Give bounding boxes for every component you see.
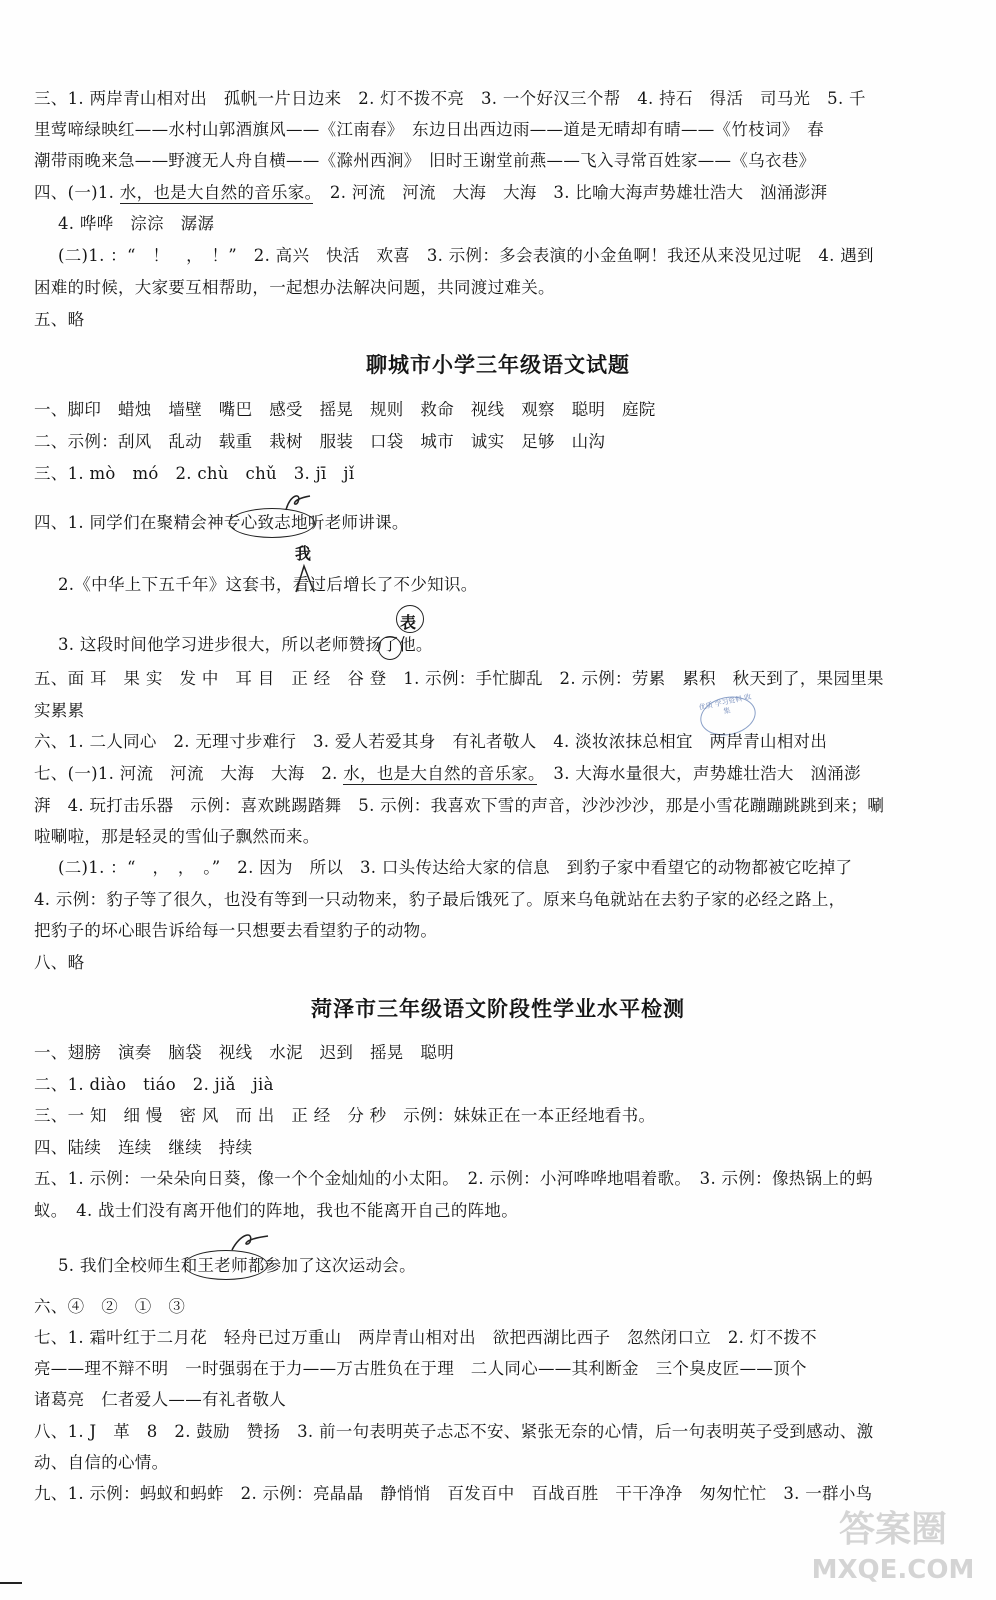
s1-line-1: 三、1. 两岸青山相对出 孤帆一片日边来 2. 灯不拨不亮 3. 一个好汉三个帮 4. 持石 得活 司马光 5. 千 xyxy=(34,89,866,108)
s2-circled-phrase: 专心致志 xyxy=(223,513,292,532)
wrong-character-circle xyxy=(378,636,402,660)
s3-line-12: 八、1. J 革 8 2. 鼓励 赞扬 3. 前一句表明英子忐忑不安、紧张无奈的心情，后一句表明英子受到感动、激 xyxy=(34,1422,874,1441)
proofread-loop-mark-2 xyxy=(228,1228,272,1254)
s2-line-5: 2.《中华上下五千年》这套书，看过后增长了不少知识。 xyxy=(58,575,478,594)
s2-line-10 xyxy=(34,763,861,785)
s2-line-6-a: 3. 这段时间他学习进步很大，所以老师 xyxy=(58,635,349,654)
s2-line-9: 六、1. 二人同心 2. 无理寸步难行 3. 爱人若爱其身 有礼者敬人 4. 淡妆浓抹总相宜 两岸青山相对出 xyxy=(34,732,828,751)
s2-line-4-b: 地听老师讲课。 xyxy=(291,513,409,532)
s3-line-5: 五、1. 示例：一朵朵向日葵，像一个个金灿灿的小太阳。 2. 示例：小河哗哗地唱着歌。 3. 示例：像热锅上的蚂 xyxy=(34,1169,873,1188)
proofread-circle-mark-2 xyxy=(184,1250,268,1280)
proofread-loop-mark xyxy=(280,490,316,514)
s3-line-7-a: 5. 我们全校师生 xyxy=(58,1256,181,1275)
s2-line-7: 五、面 耳 果 实 发 中 耳 目 正 经 谷 登 1. 示例：手忙脚乱 2. 示例：劳累 累积 秋天到了，果园里果 xyxy=(34,669,884,688)
s2-line-15: 把豹子的坏心眼告诉给每一只想要去看望豹子的动物。 xyxy=(34,921,438,940)
stamp-seal: 优质 学习资料 收集 xyxy=(697,692,760,741)
s2-line-4 xyxy=(34,512,409,534)
s1-line-4-b: 2. 河流 河流 大海 大海 3. 比喻大海声势雄壮浩大 汹涌澎湃 xyxy=(313,183,828,202)
s2-line-6-b: 扬了他。 xyxy=(365,635,433,654)
s2-corrected-character: 赞 xyxy=(348,635,366,654)
s3-line-3: 三、一 知 细 慢 密 风 而 出 正 经 分 秒 示例：妹妹正在一本正经地看书。 xyxy=(34,1106,656,1125)
s3-line-1: 一、翅膀 演奏 脑袋 视线 水泥 迟到 摇晃 聪明 xyxy=(34,1043,454,1062)
s2-line-16: 八、略 xyxy=(34,953,85,972)
section-title-heze: 菏泽市三年级语文阶段性学业水平检测 xyxy=(311,997,685,1021)
insertion-caret-mark xyxy=(292,562,318,596)
page-edge-mark xyxy=(0,1582,22,1584)
s2-line-13: (二)1. ：“ ， ， 。” 2. 因为 所以 3. 口头传达给大家的信息 到豹子家中看望它的动物都被它吃掉了 xyxy=(58,858,853,877)
s1-line-3: 潮带雨晚来急——野渡无人舟自横——《滁州西涧》 旧时王谢堂前燕——飞入寻常百姓家——《乌衣巷》 xyxy=(34,151,816,170)
s3-circled-phrase: 和王老师 xyxy=(180,1256,248,1275)
s3-line-11: 诸葛亮 仁者爱人——有礼者敬人 xyxy=(34,1390,286,1409)
s2-line-4-a: 四、1. 同学们在聚精会神 xyxy=(34,513,224,532)
watermark-line-2: MXQE.COM xyxy=(811,1555,975,1585)
s2-line-8: 实累累 xyxy=(34,701,85,720)
s1-line-6: (二)1. ：“ ！ ， ！” 2. 高兴 快活 欢喜 3. 示例：多会表演的小金鱼啊！我还从来没见过呢 4. 遇到 xyxy=(58,246,874,265)
s2-line-6 xyxy=(58,634,433,656)
s3-line-6: 蚁。 4. 战士们没有离开他们的阵地，我也不能离开自己的阵地。 xyxy=(34,1201,519,1220)
inserted-character: 我 xyxy=(295,544,312,563)
s2-line-10-b: 3. 大海水量很大，声势雄壮浩大 汹涌澎 xyxy=(536,764,861,783)
s1-line-7: 困难的时候，大家要互相帮助，一起想办法解决问题，共同渡过难关。 xyxy=(34,278,555,297)
s1-line-2: 里莺啼绿映红——水村山郭酒旗风——《江南春》 东边日出西边雨——道是无晴却有晴——《竹枝词》 春 xyxy=(34,120,824,139)
s2-underlined-answer: 水，也是大自然的音乐家。 xyxy=(343,764,537,783)
s2-line-10-a: 七、(一)1. 河流 河流 大海 大海 2. xyxy=(34,764,344,783)
s3-line-9: 七、1. 霜叶红于二月花 轻舟已过万重山 两岸青山相对出 欲把西湖比西子 忽然闭口立 2. 灯不拨不 xyxy=(34,1328,817,1347)
s2-line-12: 啦唰啦，那是轻灵的雪仙子飘然而来。 xyxy=(34,827,320,846)
s1-line-4-a: 四、(一)1. xyxy=(34,183,120,202)
s3-line-8: 六、④ ② ① ③ xyxy=(34,1297,186,1316)
section-title-liaocheng: 聊城市小学三年级语文试题 xyxy=(366,353,630,377)
s1-line-5: 4. 哗哗 淙淙 潺潺 xyxy=(58,214,215,233)
s3-line-4: 四、陆续 连续 继续 持续 xyxy=(34,1138,253,1157)
s2-line-1: 一、脚印 蜡烛 墙壁 嘴巴 感受 摇晃 规则 救命 视线 观察 聪明 庭院 xyxy=(34,400,656,419)
correction-circle-mark xyxy=(396,605,424,633)
s3-line-10: 亮——理不辩不明 一时强弱在于力——万古胜负在于理 二人同心——其利断金 三个臭皮匠——顶个 xyxy=(34,1359,807,1378)
watermark xyxy=(808,1508,978,1593)
s3-line-14: 九、1. 示例：蚂蚁和蚂蚱 2. 示例：亮晶晶 静悄悄 百发百中 百战百胜 干干净净 匆匆忙忙 3. 一群小鸟 xyxy=(34,1484,873,1503)
s3-line-2: 二、1. diào tiáo 2. jiǎ jià xyxy=(34,1075,274,1094)
s1-line-4 xyxy=(34,182,827,204)
s1-underlined-answer: 水，也是大自然的音乐家。 xyxy=(119,183,314,202)
s2-line-2: 二、示例：刮风 乱动 载重 栽树 服装 口袋 城市 诚实 足够 山沟 xyxy=(34,432,606,451)
s2-line-14: 4. 示例：豹子等了很久，也没有等到一只动物来，豹子最后饿死了。原来乌龟就站在去豹子家的必经之路上， xyxy=(34,890,846,909)
s3-line-13: 动、自信的心情。 xyxy=(34,1453,169,1472)
s1-line-8: 五、略 xyxy=(34,310,85,329)
watermark-line-1: 答案圈 xyxy=(838,1509,947,1550)
inserted-correction-character: 表 xyxy=(400,613,417,632)
s3-line-7-b: 都参加了这次运动会。 xyxy=(247,1256,416,1275)
s2-line-11: 湃 4. 玩打击乐器 示例：喜欢跳踢踏舞 5. 示例：我喜欢下雪的声音，沙沙沙沙，那是小雪花蹦蹦跳跳到来；唰 xyxy=(34,796,885,815)
s2-line-3: 三、1. mò mó 2. chù chǔ 3. jī jǐ xyxy=(34,464,355,483)
